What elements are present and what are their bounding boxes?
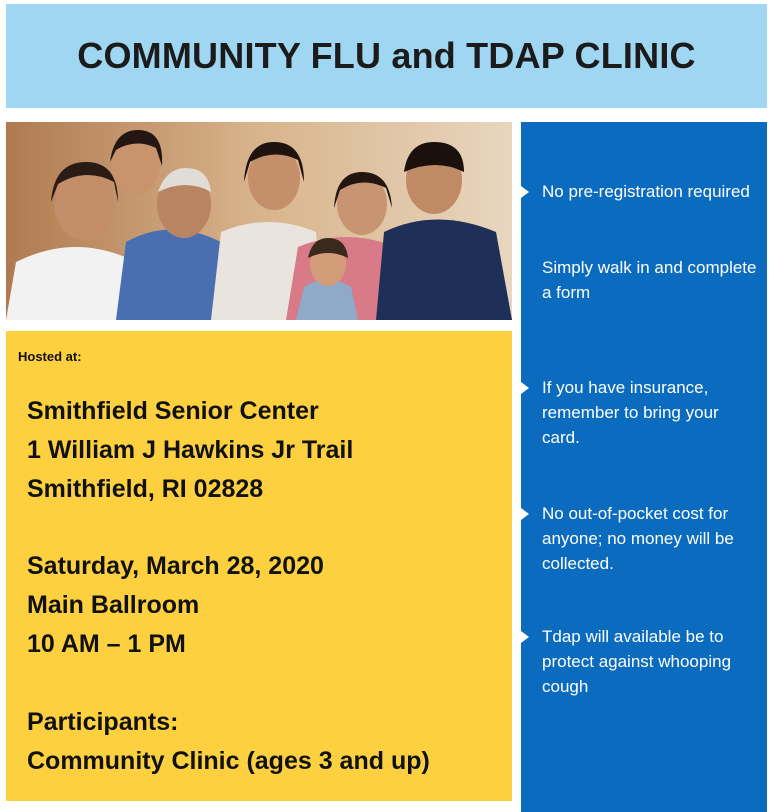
venue-address: [27, 392, 353, 509]
participants-label: Participants:: [27, 708, 179, 736]
header-banner: [6, 4, 767, 108]
participants-section: [27, 703, 430, 781]
venue-city: Smithfield, RI 02828: [27, 475, 264, 503]
family-photo: [6, 122, 512, 320]
notes-sidebar: [521, 122, 767, 812]
venue-info-panel: [6, 331, 512, 801]
event-time: 10 AM – 1 PM: [27, 630, 186, 658]
venue-name: Smithfield Senior Center: [27, 397, 319, 425]
note-walk-in: Simply walk in and complete a form: [542, 258, 757, 302]
note-insurance: If you have insurance, remember to bring your card.: [542, 378, 719, 447]
arrow-right-icon: [521, 382, 529, 394]
family-photo-icon: [6, 122, 512, 320]
arrow-right-icon: [521, 508, 529, 520]
arrow-right-icon: [521, 186, 529, 198]
event-schedule: [27, 547, 324, 664]
note-no-registration: No pre-registration required: [542, 182, 750, 201]
event-room: Main Ballroom: [27, 591, 200, 619]
note-tdap: Tdap will available be to protect against whooping cough: [542, 627, 732, 696]
event-date: Saturday, March 28, 2020: [27, 552, 324, 580]
note-no-cost: No out-of-pocket cost for anyone; no money will be collected.: [542, 504, 734, 573]
hosted-at-label: Hosted at:: [18, 349, 82, 364]
venue-street: 1 William J Hawkins Jr Trail: [27, 436, 354, 464]
page-title: COMMUNITY FLU and TDAP CLINIC: [77, 35, 696, 76]
arrow-right-icon: [521, 631, 529, 643]
participants-value: Community Clinic (ages 3 and up): [27, 747, 430, 775]
